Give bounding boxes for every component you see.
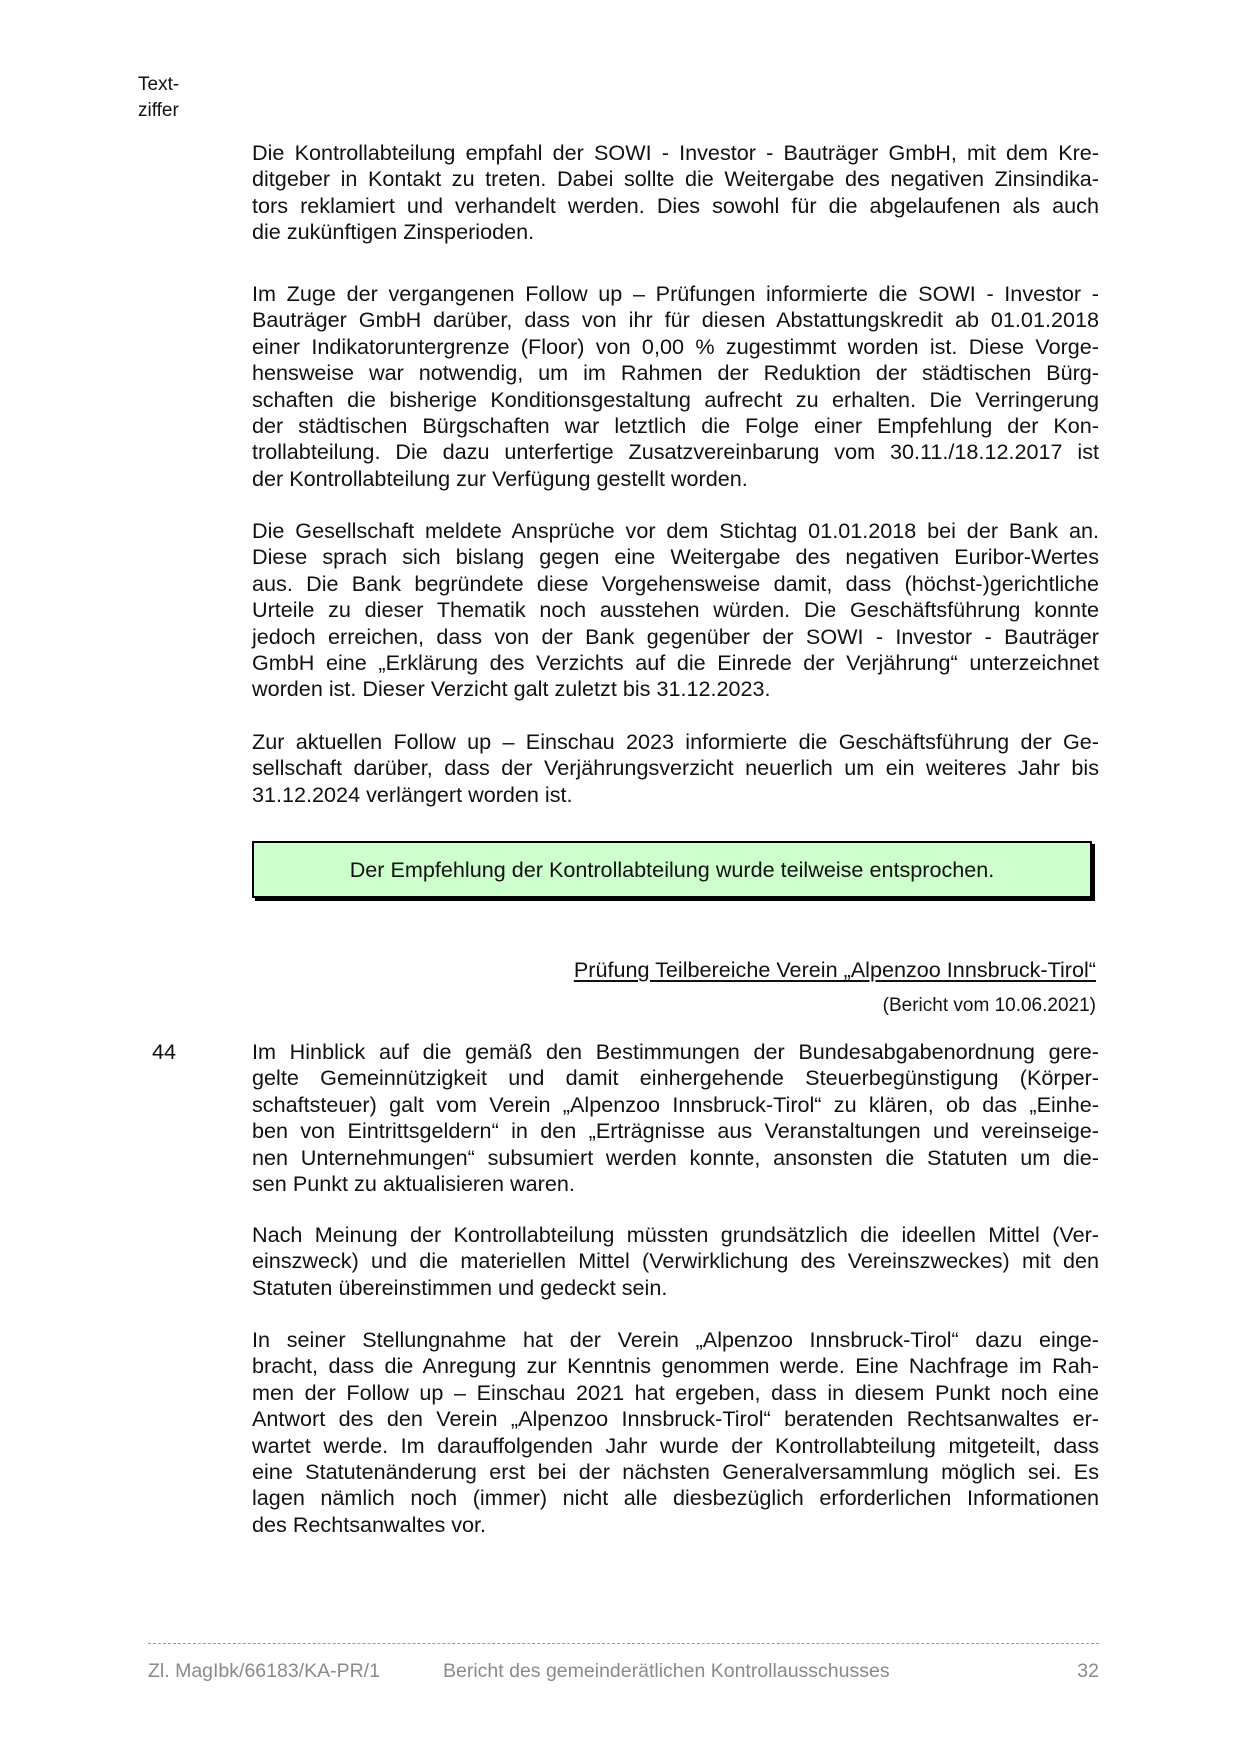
- text-line: GmbH eine „Erklärung des Verzichts auf die Einrede der Verjährung“ unterzeichnet: [252, 650, 1099, 676]
- text-line: ben von Eintrittsgeldern“ in den „Erträgnisse aus Veranstaltungen und vereinseige-: [252, 1118, 1099, 1144]
- paragraph-gemeinnuetzigkeit: [252, 1039, 1099, 1197]
- text-line: Bauträger GmbH darüber, dass von ihr für diesen Abstattungskredit ab 01.01.2018: [252, 307, 1099, 333]
- text-line: Diese sprach sich bislang gegen eine Weitergabe des negativen Euribor-Wertes: [252, 544, 1099, 570]
- text-line: Nach Meinung der Kontrollabteilung müssten grundsätzlich die ideellen Mittel (Ver-: [252, 1222, 1099, 1247]
- text-line: worden ist. Dieser Verzicht galt zuletzt bis 31.12.2023.: [252, 676, 771, 702]
- result-text: Der Empfehlung der Kontrollabteilung wurde teilweise entsprochen.: [349, 856, 995, 882]
- textziffer-number: 44: [152, 1039, 177, 1064]
- result-box: [252, 841, 1092, 898]
- page-footer: [148, 1660, 1099, 1686]
- text-line: hensweise war notwendig, um im Rahmen der Reduktion der städtischen Bürg-: [252, 360, 1099, 386]
- text-line: Zur aktuellen Follow up – Einschau 2023 informierte die Geschäftsführung der Ge-: [252, 729, 1099, 754]
- text-line: schaftsteuer) galt vom Verein „Alpenzoo Innsbruck-Tirol“ zu klären, ob das „Einhe-: [252, 1091, 1099, 1117]
- text-line: lagen nämlich noch (immer) nicht alle diesbezüglich erforderlichen Informationen: [252, 1485, 1099, 1511]
- text-line: gelte Gemeinnützigkeit und damit einhergehende Steuerbegünstigung (Körper-: [252, 1065, 1099, 1091]
- text-line: Die Kontrollabteilung empfahl der SOWI - Investor - Bauträger GmbH, mit dem Kre-: [252, 140, 1099, 165]
- paragraph-floor-agreement: [252, 281, 1099, 492]
- section-title: Prüfung Teilbereiche Verein „Alpenzoo Innsbruck-Tirol“: [573, 957, 1096, 982]
- text-line: sen Punkt zu aktualisieren waren.: [252, 1171, 575, 1197]
- footer-divider: [148, 1643, 1099, 1644]
- text-line: In seiner Stellungnahme hat der Verein „Alpenzoo Innsbruck-Tirol“ dazu einge-: [252, 1327, 1099, 1352]
- paragraph-bank-claims: [252, 518, 1099, 703]
- text-line: der städtischen Bürgschaften war letztlich die Folge einer Empfehlung der Kon-: [252, 413, 1099, 439]
- paragraph-followup-2023: [252, 729, 1099, 808]
- text-line: einer Indikatoruntergrenze (Floor) von 0,00 % zugestimmt worden ist. Diese Vorge-: [252, 333, 1099, 359]
- text-line: men der Follow up – Einschau 2021 hat ergeben, dass in diesem Punkt noch eine: [252, 1379, 1099, 1405]
- paragraph-stellungnahme: [252, 1327, 1099, 1538]
- footer-title: Bericht des gemeinderätlichen Kontrollausschusses: [443, 1660, 890, 1682]
- text-line: Urteile zu dieser Thematik noch ausstehen würden. Die Geschäftsführung konnte: [252, 597, 1099, 623]
- text-line: wartet werde. Im darauffolgenden Jahr wurde der Kontrollabteilung mitgeteilt, dass: [252, 1432, 1099, 1458]
- text-line: trollabteilung. Die dazu unterfertige Zusatzvereinbarung vom 30.11./18.12.2017 ist: [252, 439, 1099, 465]
- text-line: Im Hinblick auf die gemäß den Bestimmungen der Bundesabgabenordnung gere-: [252, 1039, 1099, 1064]
- text-line: jedoch erreichen, dass von der Bank gegenüber der SOWI - Investor - Bauträger: [252, 623, 1099, 649]
- text-line: die zukünftigen Zinsperioden.: [252, 219, 535, 245]
- text-line: des Rechtsanwaltes vor.: [252, 1511, 487, 1537]
- text-line: einszweck) und die materiellen Mittel (Verwirklichung des Vereinszweckes) mit den: [252, 1248, 1099, 1274]
- text-line: eine Statutenänderung erst bei der nächsten Generalversammlung möglich sei. Es: [252, 1459, 1099, 1485]
- text-line: tors reklamiert und verhandelt werden. Dies sowohl für die abgelaufenen als auch: [252, 192, 1099, 218]
- paragraph-recommendation: [252, 140, 1099, 246]
- footer-reference: Zl. MagIbk/66183/KA-PR/1: [148, 1660, 380, 1682]
- section-date: (Bericht vom 10.06.2021): [882, 995, 1096, 1016]
- footer-page-number: 32: [1077, 1660, 1099, 1682]
- text-line: sellschaft darüber, dass der Verjährungsverzicht neuerlich um ein weiteres Jahr bis: [252, 755, 1099, 781]
- text-line: aus. Die Bank begründete diese Vorgehensweise damit, dass (höchst-)gerichtliche: [252, 570, 1099, 596]
- text-line: Die Gesellschaft meldete Ansprüche vor dem Stichtag 01.01.2018 bei der Bank an.: [252, 518, 1099, 543]
- paragraph-mittel: [252, 1222, 1099, 1301]
- text-line: bracht, dass die Anregung zur Kenntnis genommen werde. Eine Nachfrage im Rah-: [252, 1353, 1099, 1379]
- text-line: 31.12.2024 verlängert worden ist.: [252, 781, 573, 807]
- text-line: ditgeber in Kontakt zu treten. Dabei sollte die Weitergabe des negativen Zinsindika-: [252, 166, 1099, 192]
- text-line: der Kontrollabteilung zur Verfügung gestellt worden.: [252, 465, 748, 491]
- text-line: Antwort des den Verein „Alpenzoo Innsbruck-Tirol“ beratenden Rechtsanwaltes er-: [252, 1406, 1099, 1432]
- text-line: nen Unternehmungen“ subsumiert werden konnte, ansonsten die Statuten um die-: [252, 1144, 1099, 1170]
- text-line: Statuten übereinstimmen und gedeckt sein.: [252, 1274, 668, 1300]
- margin-label-textziffer: Text- ziffer: [138, 74, 180, 121]
- text-line: schaften die bisherige Konditionsgestaltung aufrecht zu erhalten. Die Verringerung: [252, 386, 1099, 412]
- text-line: Im Zuge der vergangenen Follow up – Prüfungen informierte die SOWI - Investor -: [252, 281, 1099, 306]
